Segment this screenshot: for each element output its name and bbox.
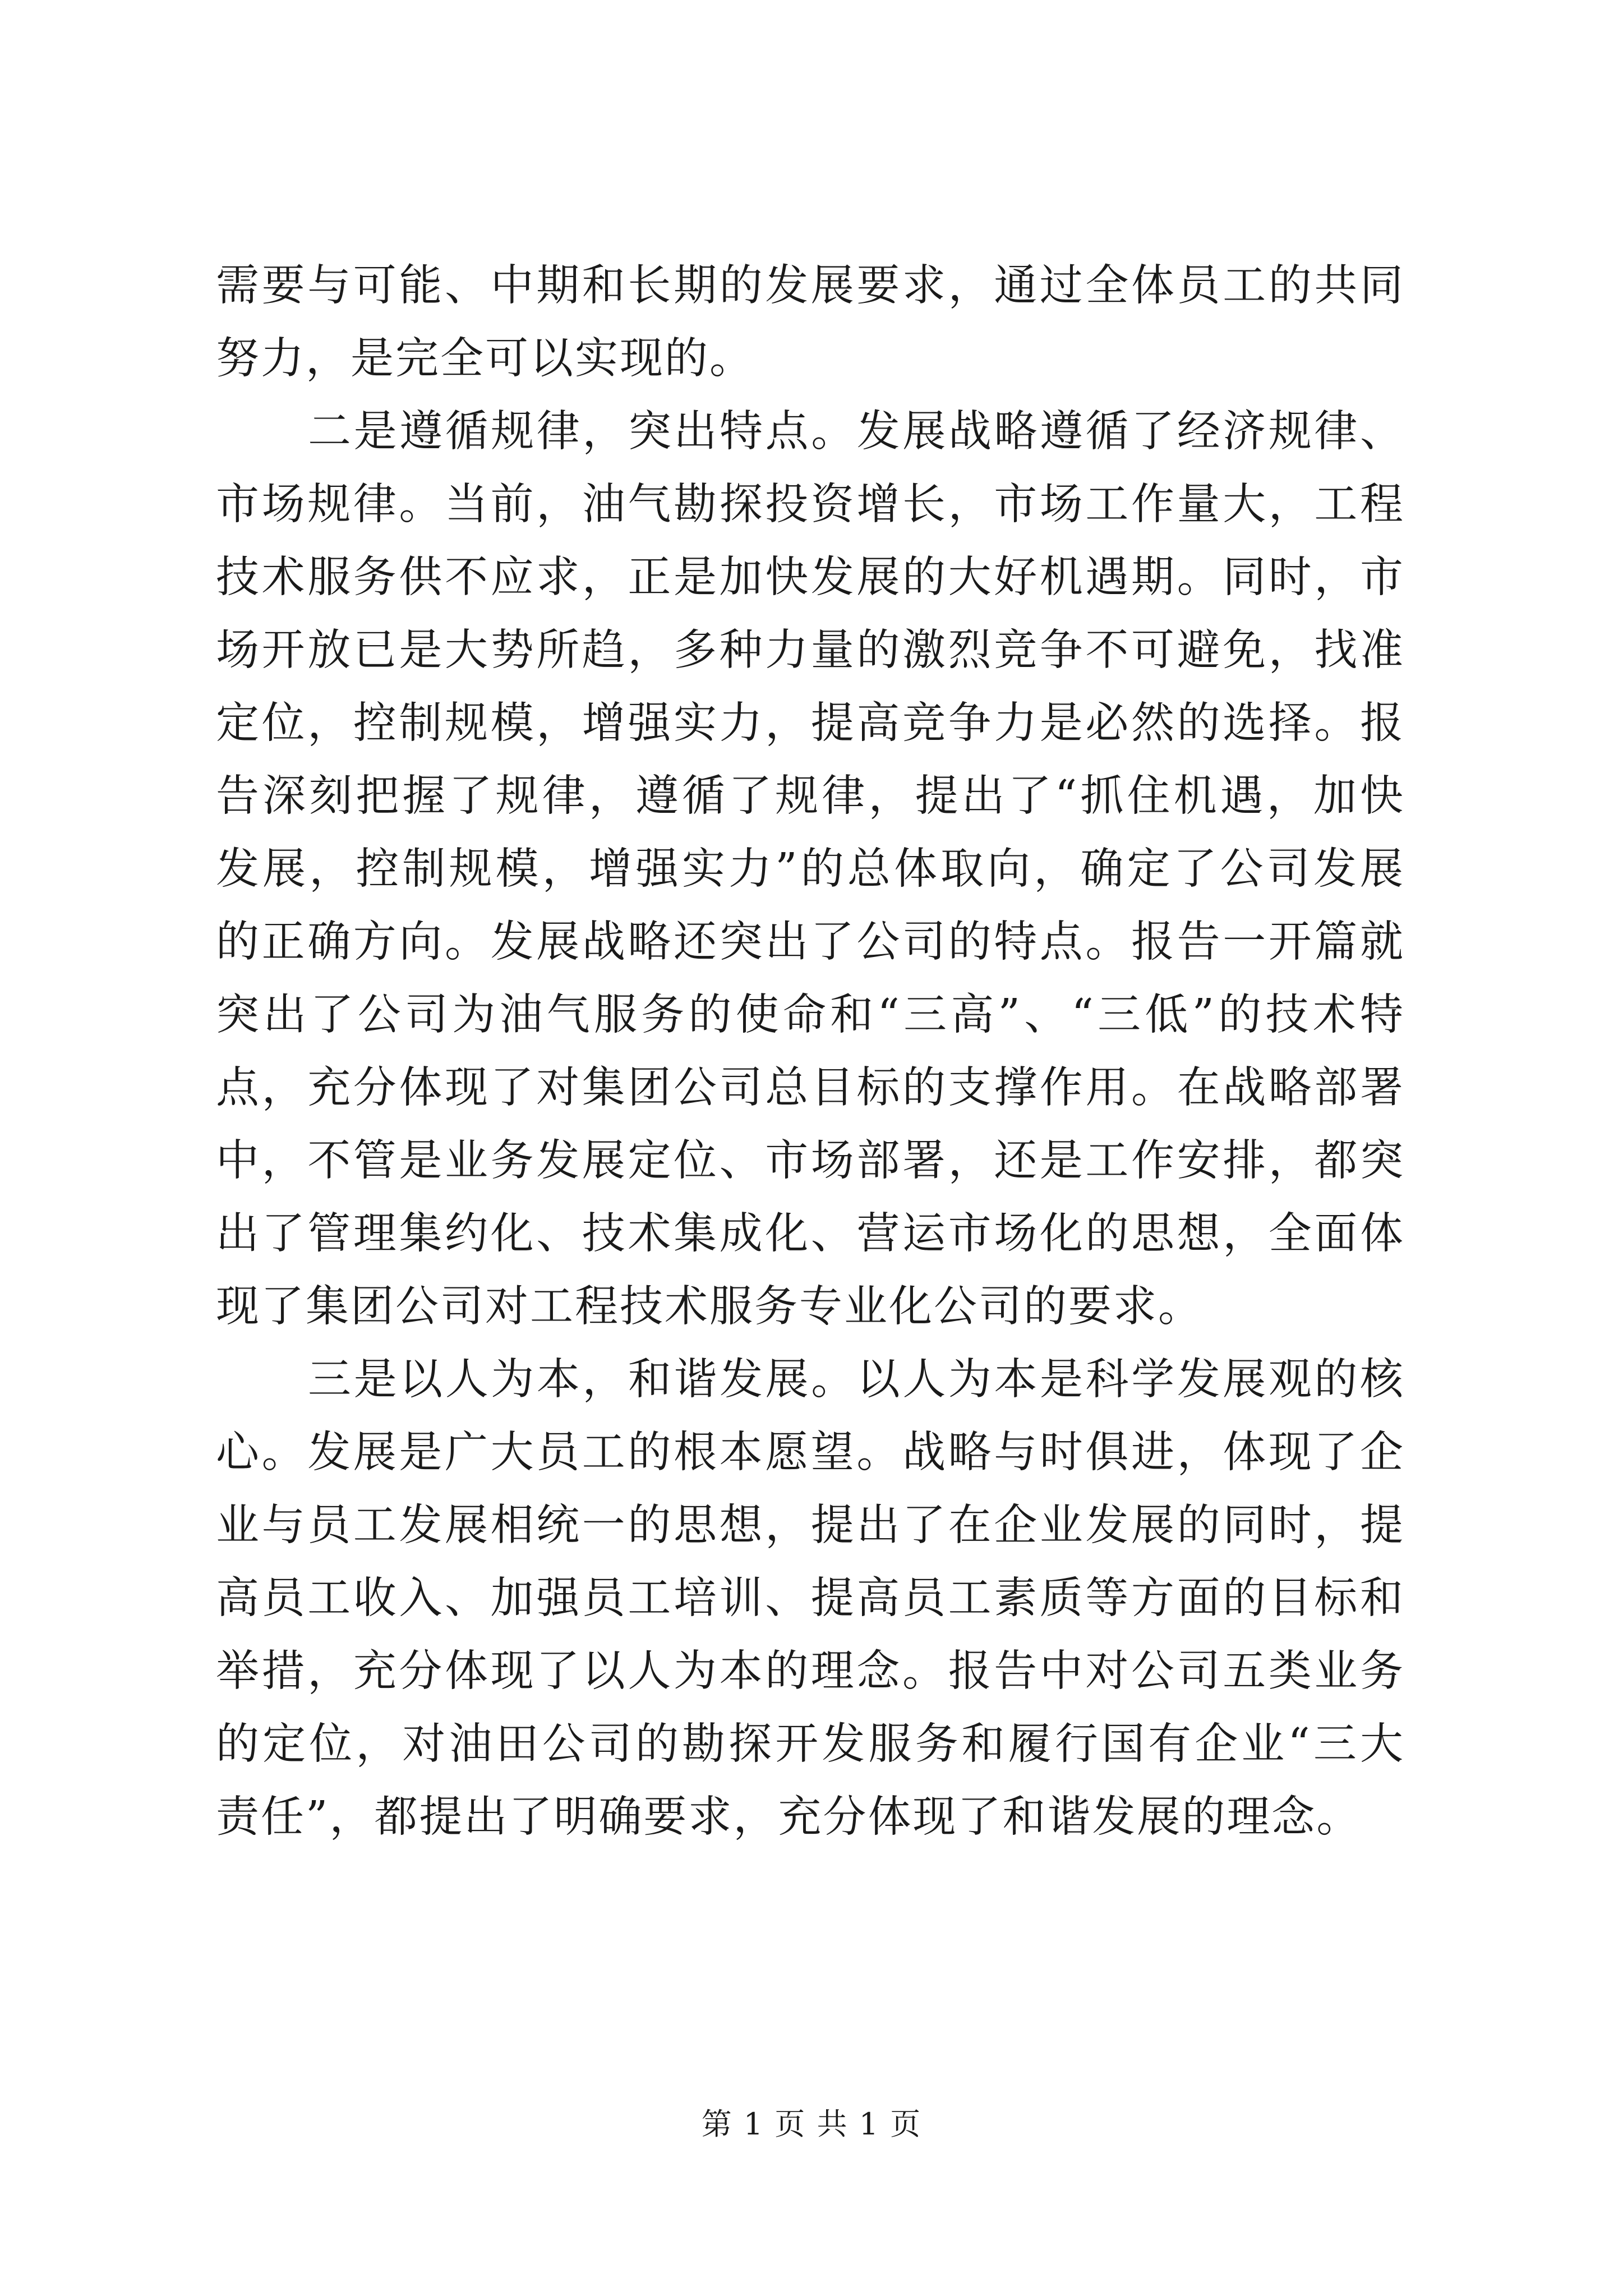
page-number-label: 第 1 页 共 1 页 [701, 2106, 922, 2142]
paragraph-3: 三是以人为本，和谐发展。以人为本是科学发展观的核心。发展是广大员工的根本愿望。战略与时俱进，体现了企业与员工发展相统一的思想，提出了在企业发展的同时，提高员工收入、加强员工培训、提高员工素质等方面的目标和举措，充分体现了以人为本的理念。报告中对公司五类业务的定位，对油田公司的勘探开发服务和履行国有企业“三大责任”，都提出了明确要求，充分体现了和谐发展的理念。 [216, 1355, 1405, 1842]
paragraph-1: 需要与可能、中期和长期的发展要求，通过全体员工的共同努力，是完全可以实现的。 [216, 261, 1405, 384]
document-body [216, 250, 1405, 1854]
page-footer [0, 2105, 1623, 2144]
paragraph-2: 二是遵循规律，突出特点。发展战略遵循了经济规律、市场规律。当前，油气勘探投资增长，市场工作量大，工程技术服务供不应求，正是加快发展的大好机遇期。同时，市场开放已是大势所趋，多种力量的激烈竞争不可避免，找准定位，控制规模，增强实力，提高竞争力是必然的选择。报告深刻把握了规律，遵循了规律，提出了“抓住机遇，加快发展，控制规模，增强实力”的总体取向，确定了公司发展的正确方向。发展战略还突出了公司的特点。报告一开篇就突出了公司为油气服务的使命和“三高”、“三低”的技术特点，充分体现了对集团公司总目标的支撑作用。在战略部署中，不管是业务发展定位、市场部署，还是工作安排，都突出了管理集约化、技术集成化、营运市场化的思想，全面体现了集团公司对工程技术服务专业化公司的要求。 [216, 407, 1405, 1332]
